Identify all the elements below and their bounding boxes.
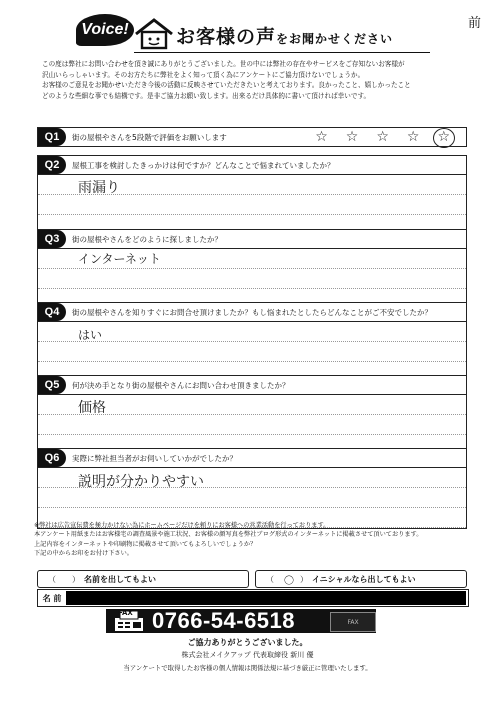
question-q1 [37,127,467,147]
company-signature: 株式会社メイクアップ 代表取締役 新川 優 [181,651,314,659]
intro-line: お客様のご意見をお聞かせいただき今後の活動に反映させていただきたいと考えております。良かったこと、嬉しかったこと [42,81,411,89]
question-number: Q4 [38,303,66,321]
selection-circle-icon [433,128,455,148]
name-field[interactable] [37,589,469,607]
note-line: 本アンケート用紙またはお客様宅の調査風景や施工状況、お客様の顔写真を弊社ブログ形式のインターネットに掲載させて頂いております。 [34,531,423,539]
star-glyph: ☆ [437,129,450,145]
question-q6 [37,448,467,529]
intro-line: 沢山いらっしゃいます。そのお方たちに弊社をよく知って頂く為にアンケートにご協力頂けないでしょうか。 [42,70,365,79]
intro-text [42,59,462,101]
question-header [37,127,467,147]
intro-line: この度は弊社にお問い合わせを頂き誠にありがとうございました。世の中には弊社の存在やサービスをご存知ないお客様が [42,60,405,68]
answer-text: 価格 [78,400,106,416]
question-q2 [37,155,467,236]
question-header [37,302,467,322]
star-icon[interactable]: ☆ [406,129,420,145]
question-text: 街の屋根やさんをどのように探しましたか？ [72,234,222,244]
answer-area[interactable] [37,468,467,529]
voice-badge: Voice! [76,14,134,46]
answer-area[interactable] [37,249,467,310]
question-header [37,375,467,395]
name-label: 名 前 [42,593,62,603]
question-text: 実際に弊社担当者がお伺いしていかがでしたか？ [72,453,237,463]
answer-text: 説明が分かりやすい [78,474,204,490]
option-label: イニシャルなら出してもよい [312,574,416,584]
star-icon[interactable]: ☆ [345,129,359,145]
option-initial-ok[interactable]: （ 〇 ） イニシャルなら出してもよい [255,570,467,588]
note-line: 上記内容をインターネットや印刷物に掲載させて頂いてもよろしいでしょうか？ [34,540,257,548]
name-redacted [66,591,466,605]
question-number: Q3 [38,230,66,248]
question-number: Q6 [38,449,66,467]
note-line: 下記の中からお印をお付け下さい。 [34,549,133,557]
answer-area[interactable] [37,395,467,456]
star-icon[interactable]: ☆ [376,129,389,145]
corner-mark: 前 [467,16,481,31]
intro-line: どのような些細な事でも結構です。是非ご協力お願い致します。出来るだけ具体的に書いて頂ければ幸いです。 [42,91,371,100]
question-number: Q1 [38,128,66,146]
note-line: ※弊社は広告宣伝費を極力かけない為にホームページだけを頼りにお客様への営業活動を行っております。 [34,522,330,529]
header-rule [134,52,430,53]
title-part-a: お客様の [176,26,257,48]
question-q3 [37,229,467,310]
house-icon [134,18,174,50]
option-label: 名前を出してもよい [84,574,156,584]
question-text: 街の屋根やさんを知りすぐにお問合せ頂けましたか？もし悩まれたとしたらどんなことがご不安でしたか？ [72,307,432,317]
notes-text [34,521,474,558]
thanks-message: ご協力ありがとうございました。 [187,638,308,647]
star-icon-selected[interactable] [437,128,450,146]
title-part-c: をお聞かせください [276,32,394,46]
answer-text: インターネット [78,252,161,266]
answer-text: 雨漏り [78,180,120,196]
answer-area[interactable] [37,322,467,383]
star-icon[interactable]: ☆ [315,129,328,145]
fax-label: FAX [118,609,133,617]
question-text: 屋根工事を検討したきっかけは何ですか？どんなことで悩まれていましたか？ [72,160,335,170]
privacy-notice: 当アンケートで取得したお客様の個人情報は関係法規に基づき厳正に管理いたします。 [123,664,372,672]
answer-area[interactable] [37,175,467,236]
question-q5 [37,375,467,456]
option-mark: 〇 [284,575,294,587]
fax-number: 0766-54-6518 [152,608,296,633]
question-header [37,155,467,175]
question-number: Q5 [38,376,66,394]
page-title [176,22,393,49]
fax-mini-logo: FAX [330,612,376,632]
title-part-b: 声 [256,26,277,48]
question-q4 [37,302,467,383]
answer-text: はい [78,328,103,342]
option-name-ok[interactable]: （ ） 名前を出してもよい [37,570,249,588]
question-header [37,448,467,468]
question-text: 街の屋根やさんを5段階で評価をお願いします [72,132,227,142]
rating-stars [315,128,450,146]
question-header [37,229,467,249]
question-number: Q2 [38,156,66,174]
publish-options [37,570,467,586]
question-text: 何が決め手となり街の屋根やさんにお問い合わせ頂きましたか？ [72,380,290,390]
